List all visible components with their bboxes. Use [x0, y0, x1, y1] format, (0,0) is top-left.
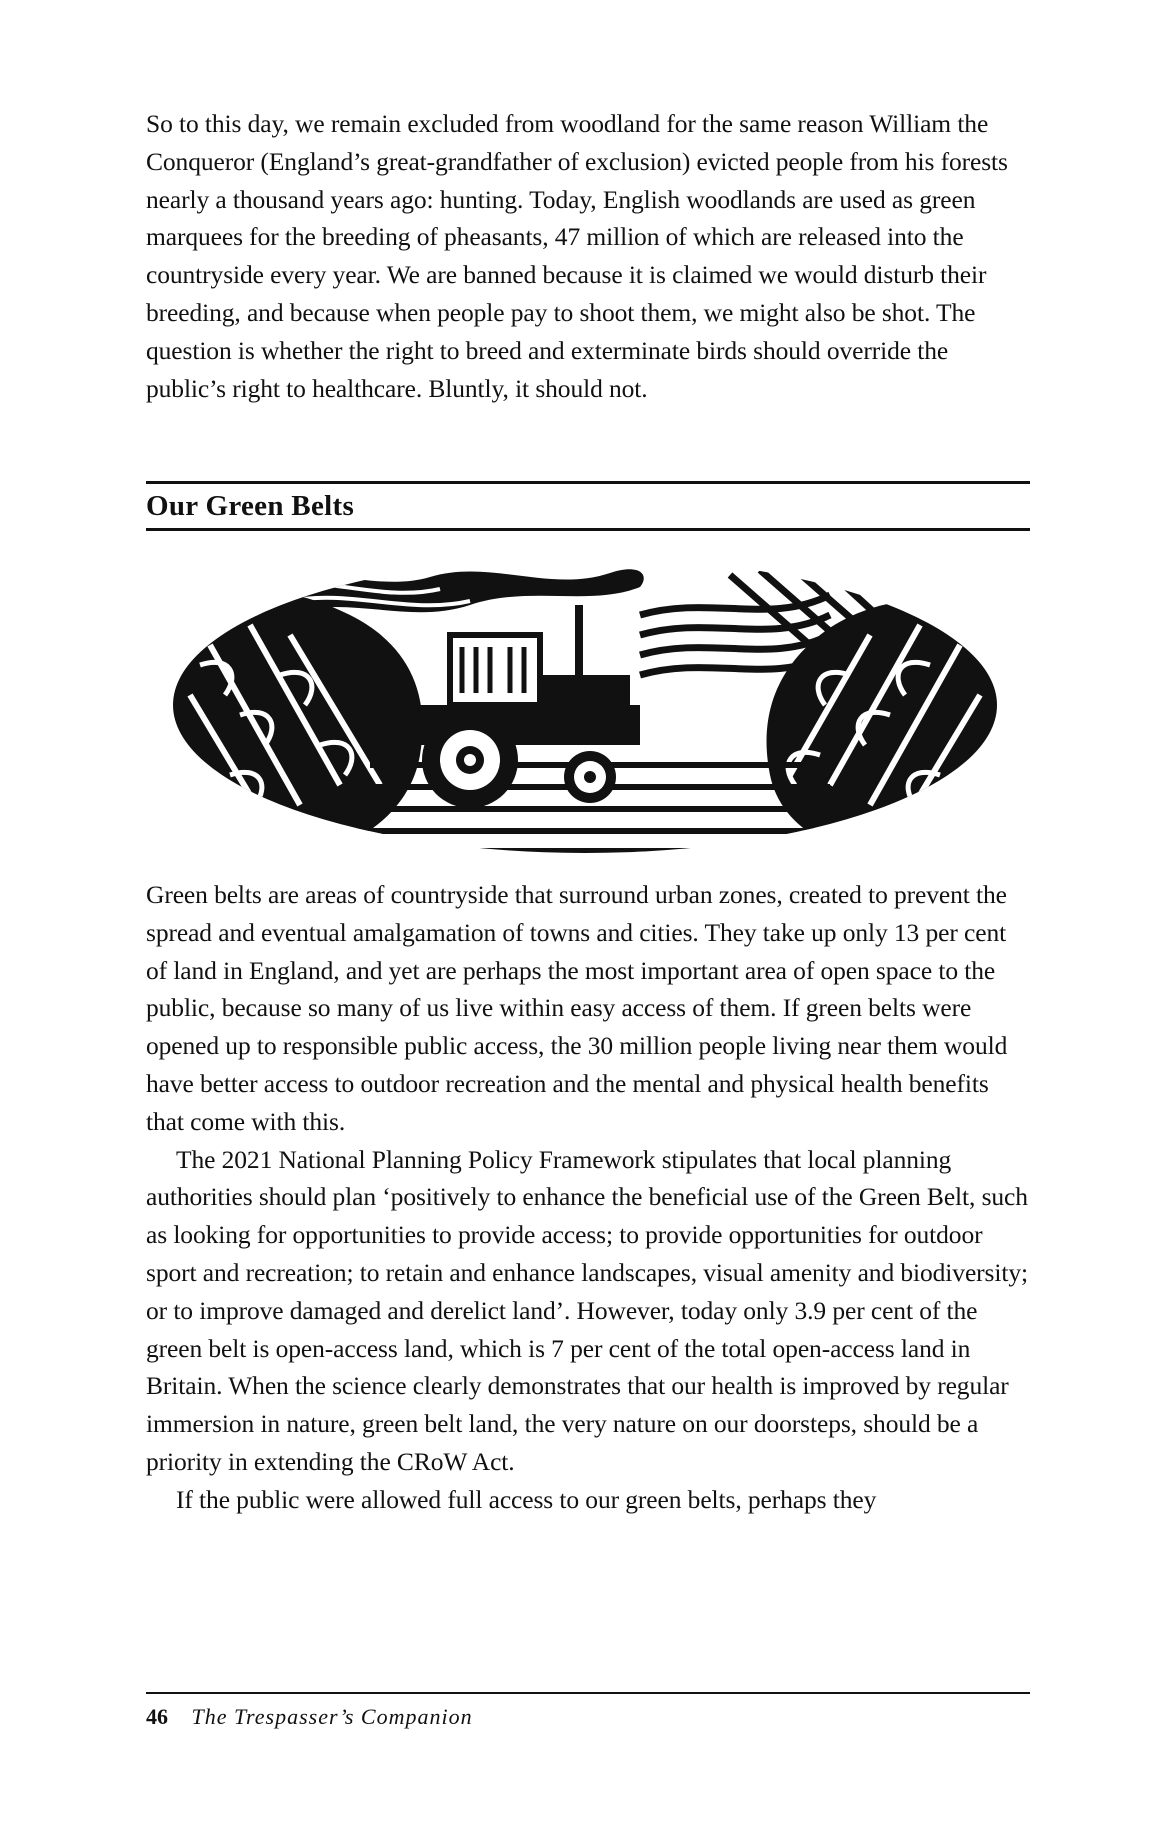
running-title: The Trespasser’s Companion: [191, 1704, 473, 1729]
section-heading: Our Green Belts: [146, 490, 355, 522]
page-number: 46: [146, 1704, 168, 1729]
paragraph-full-access: If the public were allowed full access to our green belts, perhaps they: [176, 1484, 877, 1514]
heading-rule-bottom: [146, 528, 1030, 531]
paragraph-planning-policy: The 2021 National Planning Policy Framework stipulates that local planning authorities should plan ‘positively to enhance the beneficial use of the Green Belt, such as looking for opportunities to provide access; to provide opportunities for outdoor sport and recreation; to retain and enhance landscapes, visual amenity and biodiversity; or to improve damaged and derelict land’. However, today only 3.9 per cent of the green belt is open-access land, which is 7 per cent of the total open-access land in Britain. When the science clearly demonstrates that our health is improved by regular immersion in nature, green belt land, the very nature on our doorsteps, should be a priority in extending the CRoW Act.: [146, 1144, 1028, 1476]
text-block-green-belts: [146, 876, 1030, 1519]
paragraph-pheasants: So to this day, we remain excluded from woodland for the same reason William the Conqueror (England’s great-grandfather of exclusion) evicted people from his forests nearly a thousand years ago: hunting. Today, English woodlands are used as green marquees for the breeding of pheasants, 47 million of which are released into the countryside every year. We are banned because it is claimed we would disturb their breeding, and because when people pay to shoot them, we might also be shot. The question is whether the right to breed and exterminate birds should override the public’s right to healthcare. Bluntly, it should not.: [146, 109, 1008, 403]
text-block-top: [146, 105, 1030, 407]
paragraph-green-belts-intro: Green belts are areas of countryside that surround urban zones, created to prevent the spread and eventual amalgamation of towns and cities. They take up only 13 per cent of land in England, and yet are perhaps the most important area of open space to the public, because so many of us live within easy access of them. If green belts were opened up to responsible public access, the 30 million people living near them would have better access to outdoor recreation and the mental and physical health benefits that come with this.: [146, 880, 1008, 1136]
page-footer: [146, 1702, 473, 1732]
tractor-woodcut-illustration: [170, 555, 1000, 855]
footer-rule: [146, 1692, 1030, 1694]
